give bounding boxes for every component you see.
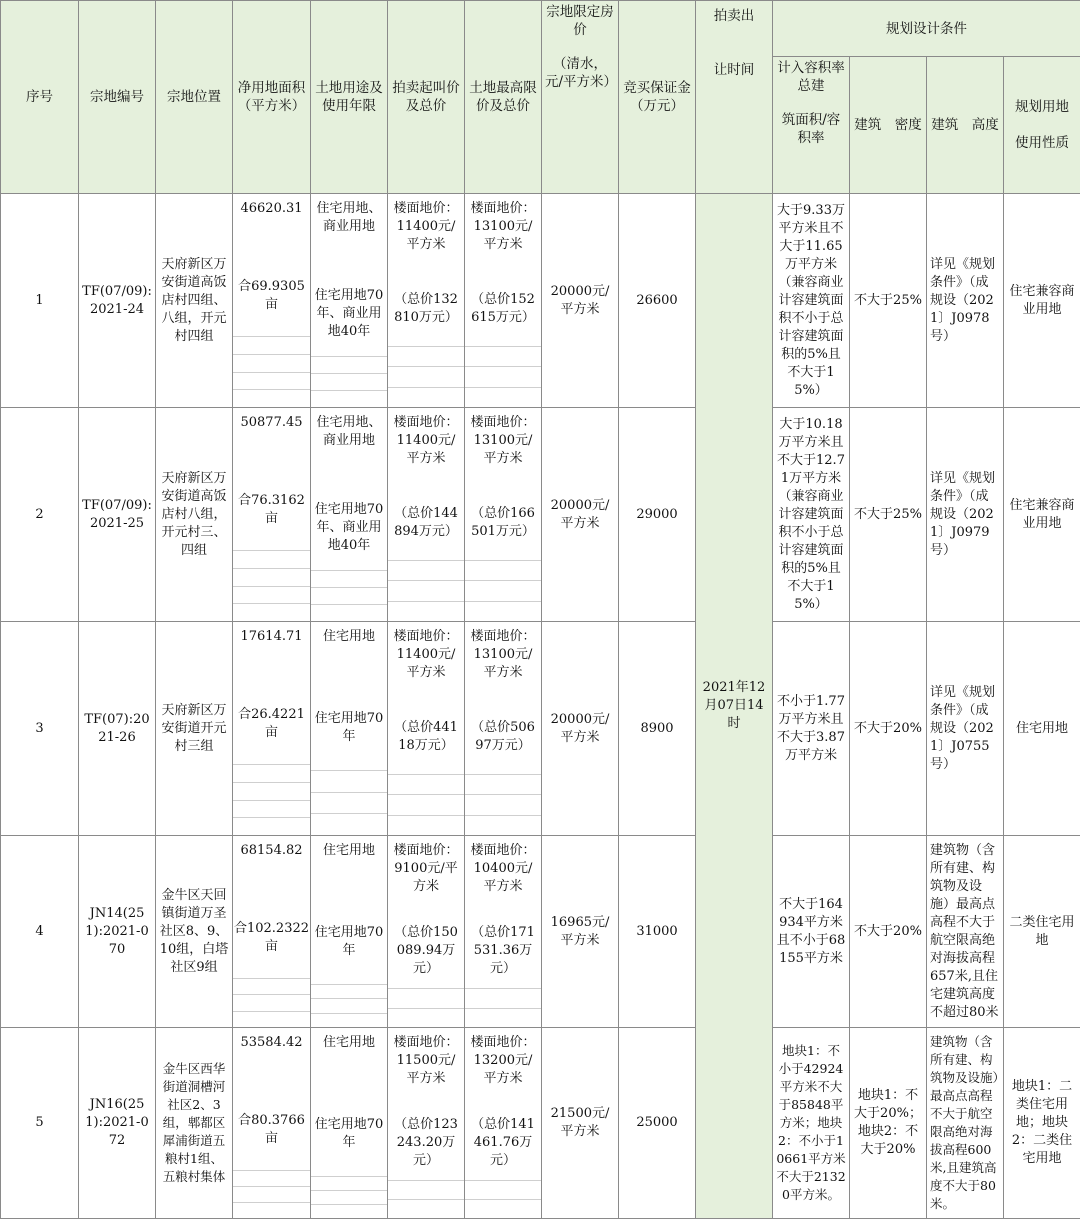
cell-plot-no: TF(07):2021-26 — [79, 622, 156, 836]
max-total: （总价152615万元） — [465, 272, 541, 346]
header-height: 建筑 高度 — [927, 57, 1004, 194]
cell-usage — [311, 1028, 388, 1219]
header-auction-time-top: 拍卖出 — [699, 3, 769, 25]
usage-type: 住宅用地 — [311, 836, 387, 900]
cell-limit-price: 20000元/平方米 — [542, 194, 619, 408]
cell-landuse: 住宅用地 — [1004, 622, 1080, 836]
header-usage: 土地用途及使用年限 — [311, 1, 388, 194]
usage-type: 住宅用地 — [311, 1028, 387, 1092]
usage-years: 住宅用地70年、商业用地40年 — [311, 486, 387, 570]
header-limit-price-title: 宗地限定房价 — [545, 3, 615, 39]
start-total: （总价150089.94万元） — [388, 914, 464, 988]
area-sqm: 46620.31 — [233, 194, 310, 256]
usage-type: 住宅用地、商业用地 — [311, 194, 387, 272]
area-sqm: 50877.45 — [233, 408, 310, 470]
usage-years: 住宅用地70年 — [311, 686, 387, 770]
cell-far: 大于10.18万平方米且不大于12.71万平方米（兼容商业计容建筑面积不小于总计容建筑面积的5%且不大于15%） — [773, 408, 850, 622]
cell-density: 不大于25% — [850, 408, 927, 622]
cell-height: 建筑物（含所有建、构筑物及设施）最高点高程不大于航空限高绝对海拔高程657米,且住宅建筑高度不超过80米 — [927, 836, 1004, 1028]
start-price: 楼面地价：11400元/平方米 — [388, 408, 464, 486]
cell-location: 天府新区万安街道高饭店村八组，开元村三、四组 — [156, 408, 233, 622]
cell-limit-price: 20000元/平方米 — [542, 622, 619, 836]
cell-area — [233, 622, 311, 836]
cell-location: 金牛区天回镇街道万圣社区8、9、10组，白塔社区9组 — [156, 836, 233, 1028]
cell-usage — [311, 194, 388, 408]
cell-far: 不大于164934平方米且不小于68155平方米 — [773, 836, 850, 1028]
cell-landuse: 住宅兼容商业用地 — [1004, 194, 1080, 408]
area-sqm: 53584.42 — [233, 1028, 310, 1090]
cell-start-price — [388, 622, 465, 836]
cell-max-price — [465, 622, 542, 836]
cell-deposit: 25000 — [619, 1028, 696, 1219]
cell-seq: 1 — [1, 194, 79, 408]
usage-years: 住宅用地70年、商业用地40年 — [311, 272, 387, 356]
cell-plot-no: JN14(251):2021-070 — [79, 836, 156, 1028]
cell-seq: 2 — [1, 408, 79, 622]
max-total: （总价166501万元） — [465, 486, 541, 560]
max-price: 楼面地价：10400元/平方米 — [465, 836, 541, 914]
cell-location: 金牛区西华街道洞槽河社区2、3组，郫都区犀浦街道五粮村1组、五粮村集体 — [156, 1028, 233, 1219]
header-landuse-top: 规划用地 — [1007, 98, 1077, 116]
cell-deposit: 31000 — [619, 836, 696, 1028]
header-landuse-bottom: 使用性质 — [1007, 134, 1077, 152]
cell-plot-no: TF(07/09):2021-25 — [79, 408, 156, 622]
cell-landuse: 地块1：二类住宅用地；地块2：二类住宅用地 — [1004, 1028, 1080, 1219]
max-price: 楼面地价：13100元/平方米 — [465, 622, 541, 700]
table-row — [1, 1028, 1080, 1219]
table-row — [1, 836, 1080, 1028]
cell-location: 天府新区万安街道高饭店村四组、八组，开元村四组 — [156, 194, 233, 408]
header-auction-time — [696, 1, 773, 194]
cell-max-price — [465, 408, 542, 622]
area-mu: 合102.2322亩 — [233, 898, 310, 978]
start-total: （总价123243.20万元） — [388, 1106, 464, 1180]
cell-start-price — [388, 836, 465, 1028]
header-landuse — [1004, 57, 1080, 194]
cell-far: 不小于1.77万平方米且不大于3.87万平方米 — [773, 622, 850, 836]
cell-height: 详见《规划条件》（成规设（2021〕J0755号） — [927, 622, 1004, 836]
usage-type: 住宅用地 — [311, 622, 387, 686]
area-mu: 合76.3162亩 — [233, 470, 310, 550]
cell-area — [233, 194, 311, 408]
cell-height: 建筑物（含所有建、构筑物及设施）最高点高程不大于航空限高绝对海拔高程600米,且建筑高度不大于80米。 — [927, 1028, 1004, 1219]
cell-landuse: 住宅兼容商业用地 — [1004, 408, 1080, 622]
cell-plot-no: JN16(251):2021-072 — [79, 1028, 156, 1219]
header-limit-price-unit: （清水，元/平方米） — [545, 55, 615, 91]
area-mu: 合69.9305亩 — [233, 256, 310, 336]
cell-density: 不大于25% — [850, 194, 927, 408]
header-far-bottom: 筑面积/容积率 — [776, 111, 846, 147]
header-auction-time-bottom: 让时间 — [699, 61, 769, 79]
cell-height: 详见《规划条件》（成规设（2021〕J0979号） — [927, 408, 1004, 622]
start-total: （总价44118万元） — [388, 700, 464, 774]
cell-density: 不大于20% — [850, 836, 927, 1028]
cell-seq: 3 — [1, 622, 79, 836]
cell-max-price — [465, 194, 542, 408]
cell-height: 详见《规划条件》（成规设（2021〕J0978号） — [927, 194, 1004, 408]
max-price: 楼面地价：13200元/平方米 — [465, 1028, 541, 1106]
area-mu: 合80.3766亩 — [233, 1090, 310, 1170]
area-mu: 合26.4221亩 — [233, 684, 310, 764]
cell-seq: 5 — [1, 1028, 79, 1219]
cell-start-price — [388, 1028, 465, 1219]
area-sqm: 68154.82 — [233, 836, 310, 898]
start-price: 楼面地价：11400元/平方米 — [388, 622, 464, 700]
cell-deposit: 26600 — [619, 194, 696, 408]
table-row — [1, 194, 1080, 408]
cell-max-price — [465, 836, 542, 1028]
max-price: 楼面地价：13100元/平方米 — [465, 194, 541, 272]
start-total: （总价132810万元） — [388, 272, 464, 346]
header-max-price: 土地最高限价及总价 — [465, 1, 542, 194]
cell-usage — [311, 408, 388, 622]
start-price: 楼面地价：9100元/平方米 — [388, 836, 464, 914]
cell-landuse: 二类住宅用地 — [1004, 836, 1080, 1028]
start-price: 楼面地价：11500元/平方米 — [388, 1028, 464, 1106]
header-far-top: 计入容积率总建 — [776, 59, 846, 95]
cell-usage — [311, 836, 388, 1028]
header-location: 宗地位置 — [156, 1, 233, 194]
cell-start-price — [388, 194, 465, 408]
cell-start-price — [388, 408, 465, 622]
header-start-price: 拍卖起叫价及总价 — [388, 1, 465, 194]
usage-years: 住宅用地70年 — [311, 1092, 387, 1176]
header-deposit: 竞买保证金（万元） — [619, 1, 696, 194]
table-row — [1, 622, 1080, 836]
cell-usage — [311, 622, 388, 836]
cell-area — [233, 1028, 311, 1219]
max-total: （总价171531.36万元） — [465, 914, 541, 988]
max-price: 楼面地价：13100元/平方米 — [465, 408, 541, 486]
header-net-area: 净用地面积（平方米） — [233, 1, 311, 194]
cell-plot-no: TF(07/09):2021-24 — [79, 194, 156, 408]
cell-limit-price: 20000元/平方米 — [542, 408, 619, 622]
table-row — [1, 408, 1080, 622]
cell-auction-time: 2021年12月07日14时 — [696, 194, 773, 1219]
start-total: （总价144894万元） — [388, 486, 464, 560]
cell-location: 天府新区万安街道开元村三组 — [156, 622, 233, 836]
header-density: 建筑 密度 — [850, 57, 927, 194]
cell-limit-price: 21500元/平方米 — [542, 1028, 619, 1219]
cell-seq: 4 — [1, 836, 79, 1028]
area-sqm: 17614.71 — [233, 622, 310, 684]
header-far — [773, 57, 850, 194]
usage-type: 住宅用地、商业用地 — [311, 408, 387, 486]
header-limit-price — [542, 1, 619, 194]
max-total: （总价141461.76万元） — [465, 1106, 541, 1180]
cell-far: 地块1：不小于42924平方米不大于85848平方米；地块2：不小于10661平方米不大于21320平方米。 — [773, 1028, 850, 1219]
header-seq: 序号 — [1, 1, 79, 194]
start-price: 楼面地价：11400元/平方米 — [388, 194, 464, 272]
cell-density: 地块1：不大于20%；地块2：不大于20% — [850, 1028, 927, 1219]
header-planning: 规划设计条件 — [773, 1, 1080, 57]
header-plot-no: 宗地编号 — [79, 1, 156, 194]
cell-density: 不大于20% — [850, 622, 927, 836]
cell-max-price — [465, 1028, 542, 1219]
usage-years: 住宅用地70年 — [311, 900, 387, 984]
cell-deposit: 8900 — [619, 622, 696, 836]
cell-deposit: 29000 — [619, 408, 696, 622]
cell-limit-price: 16965元/平方米 — [542, 836, 619, 1028]
max-total: （总价50697万元） — [465, 700, 541, 774]
cell-area — [233, 836, 311, 1028]
cell-far: 大于9.33万平方米且不大于11.65万平方米（兼容商业计容建筑面积不小于总计容建筑面积的5%且不大于15%） — [773, 194, 850, 408]
cell-area — [233, 408, 311, 622]
